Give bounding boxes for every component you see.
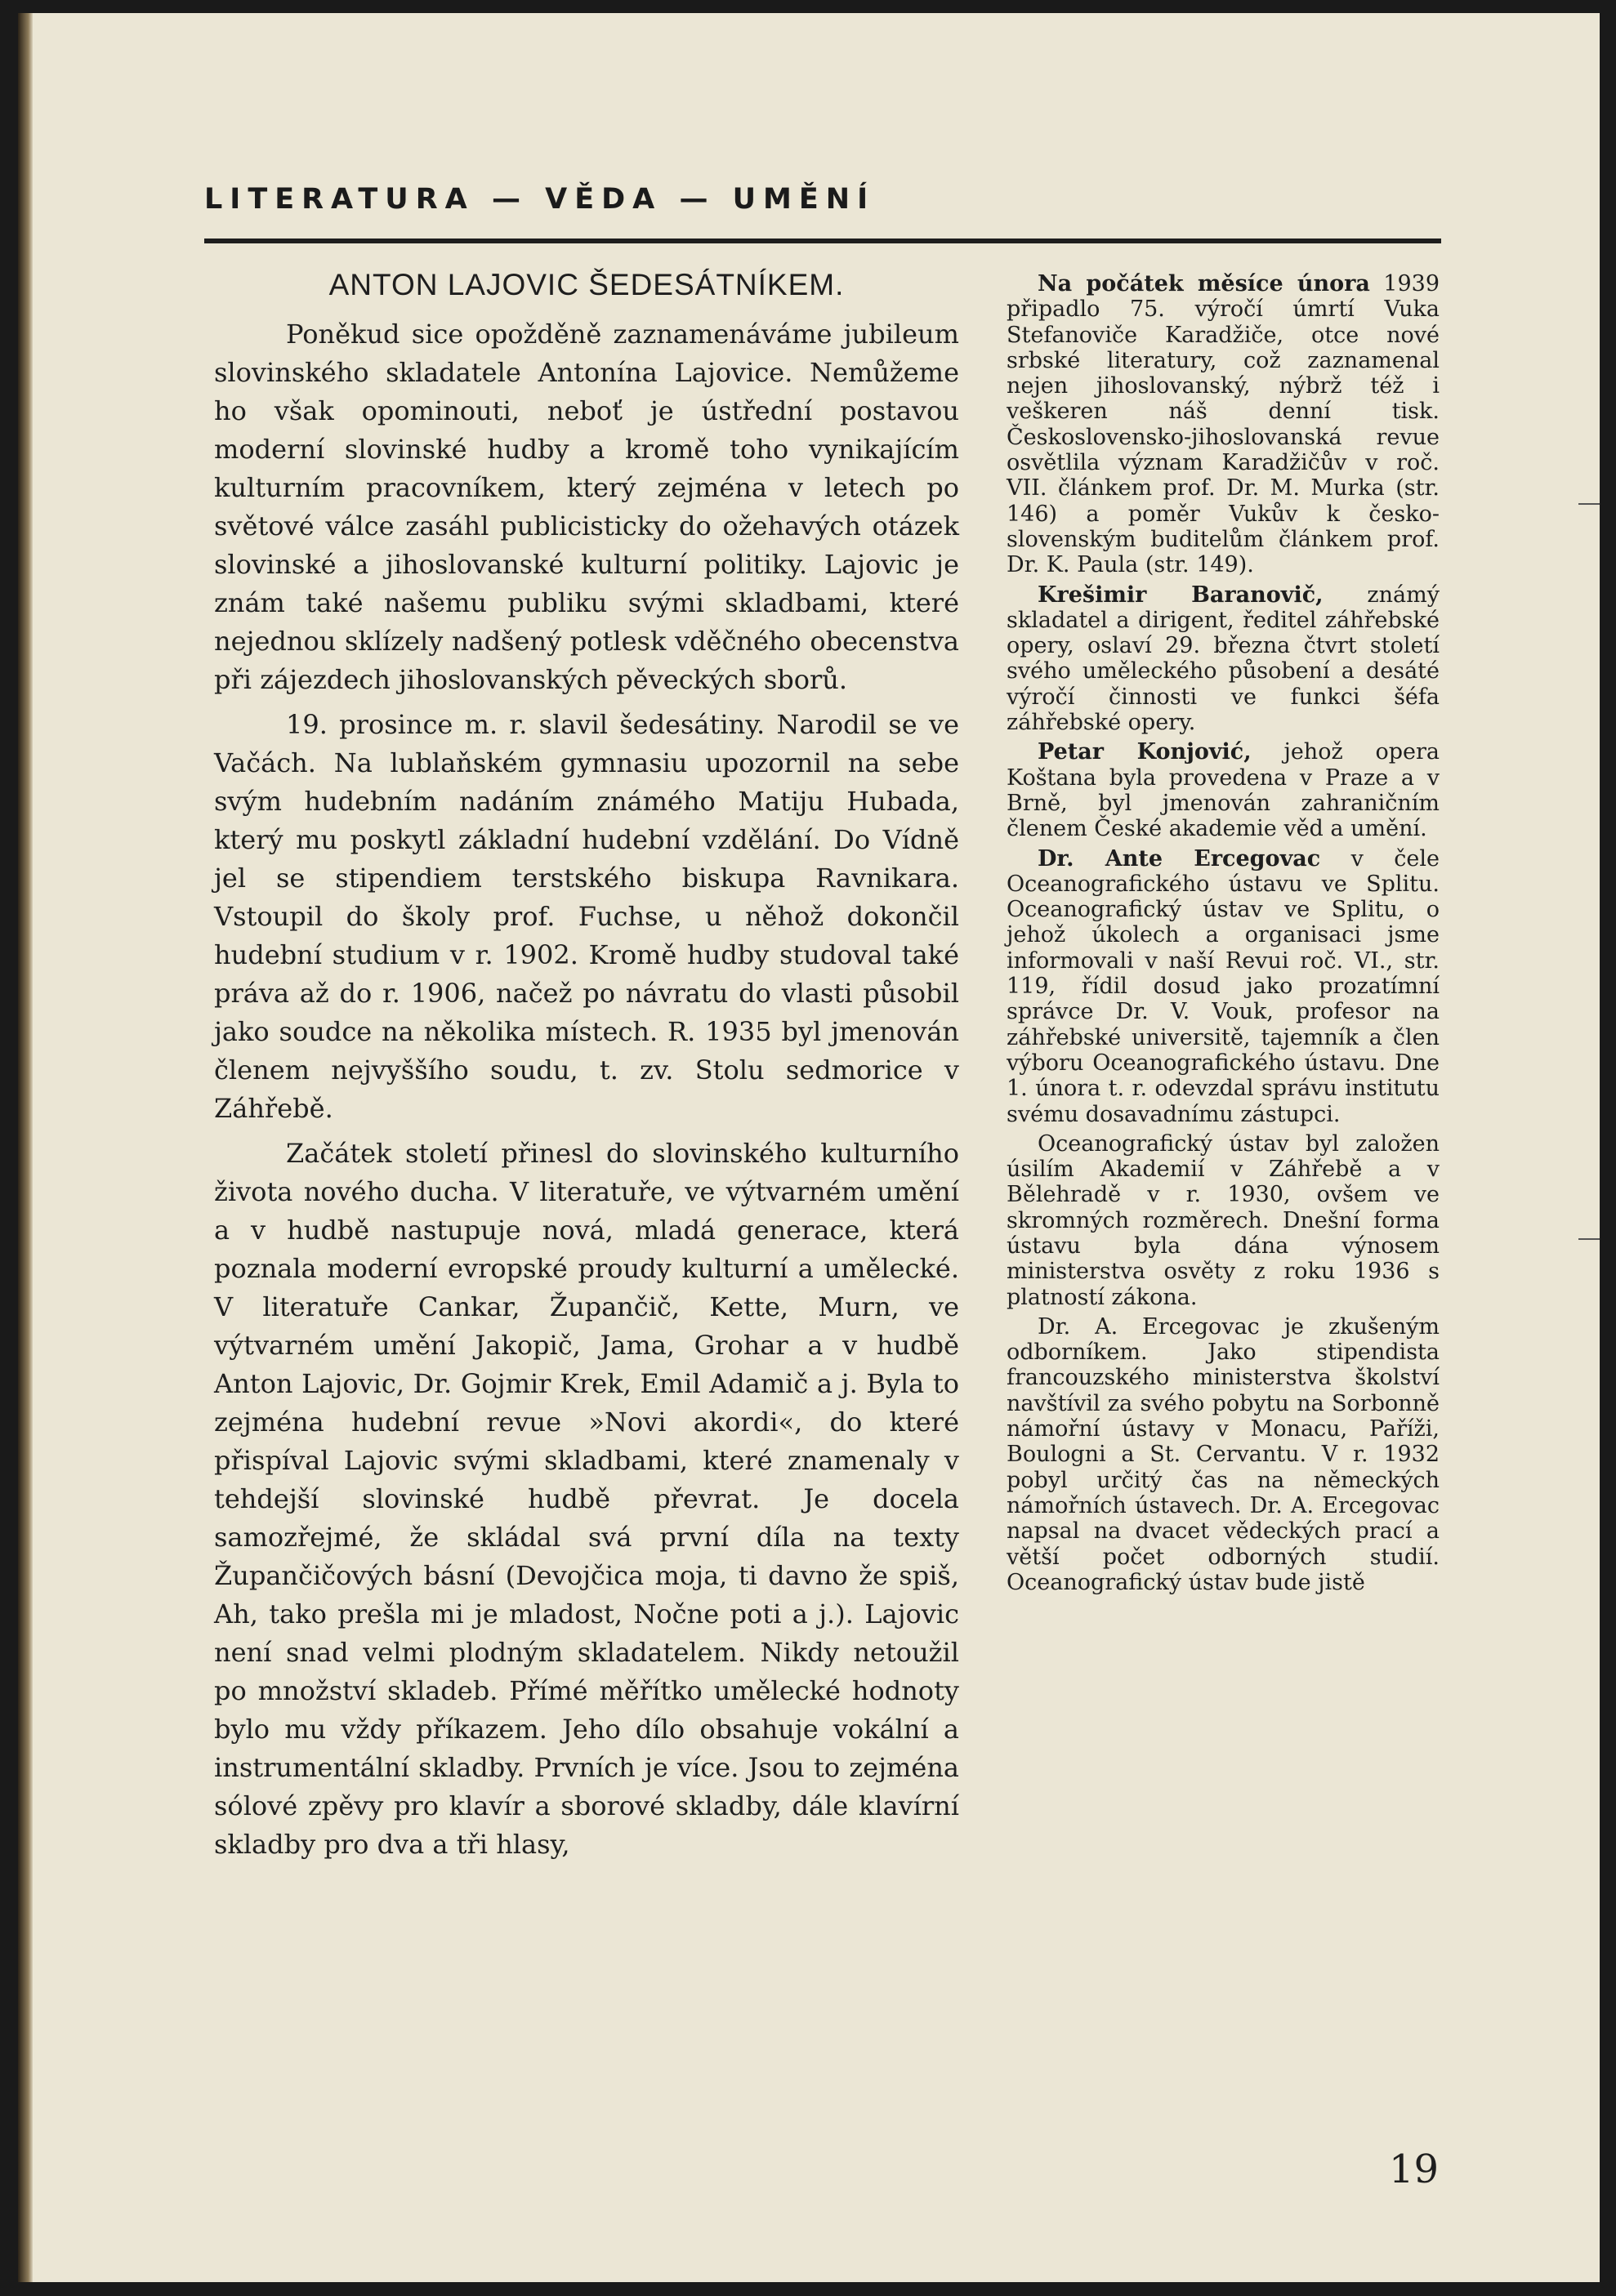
news-lead: Na počátek měsíce února (1038, 271, 1370, 296)
margin-mark (1578, 503, 1600, 505)
news-text: Oceanografický ústav byl založen úsilím Akademií v Záhřebě a v Bělehradě v r. 1930, ovšem ve skromných rozměrech. Dnešní forma ústavu byla dána výnosem ministerstva osvěty z roku 1936 s platností zákona. (1007, 1130, 1440, 1310)
news-text: Dr. A. Ercegovac je zkušeným odborníkem. Jako stipendista francouzského ministerstva školství navštívil za svého pobytu na Sorbonně námořní ústavy v Monacu, Paříži, Boulogni a St. Cervantu. V r. 1932 pobyl určitý čas na německých námořních ústavech. Dr. A. Ercegovac napsal na dvacet vědeckých prací a větší počet odborných studií. Oceanografický ústav bude jistě (1007, 1313, 1440, 1595)
header-rule (204, 239, 1441, 243)
paragraph-3: Začátek století přinesl do slovinského kulturního života nového ducha. V literatuře, ve výtvarném umění a v hudbě nastupuje nová, mladá generace, která poznala moderní evropské proudy kulturní a umělecké. V literatuře Cankar, Župančič, Kette, Murn, ve výtvarném umění Jakopič, Jama, Grohar a v hudbě Anton Lajovic, Dr. Gojmir Krek, Emil Adamič a j. Byla to zejména hudební revue »Novi akordi«, do které přispíval Lajovic svými skladbami, které znamenaly v tehdejší slovinské hudbě převrat. Je docela samozřejmé, že skládal svá první díla na texty Župančičových básní (Devojčica moja, ti davno že spiš, Ah, tako prešla mi je mladost, Nočne poti a j.). Lajovic není snad velmi plodným skladatelem. Nikdy netoužil po množství skladeb. Přímé měřítko umělecké hodnoty bylo mu vždy příkazem. Jeho dílo obsahuje vokální a instrumentální skladby. Prvních je více. Jsou to zejména sólové zpěvy pro klavír a sborové skladby, dále klavírní skladby pro dva a tři hlasy, (214, 1138, 959, 1860)
news-lead: Dr. Ante Ercegovac (1038, 845, 1321, 872)
news-item-ercegovac-bio (1007, 1314, 1440, 1595)
page-number: 19 (1389, 2147, 1440, 2192)
page-spine-shadow (18, 13, 33, 2282)
news-text: jehož opera Koštana byla provedena v Praze a v Brně, byl jmenován zahraničním členem České akademie věd a umění. (1007, 739, 1440, 842)
left-column (214, 266, 959, 1864)
news-text: v čele Oceanografického ústavu ve Splitu. Oceanografický ústav ve Splitu, o jehož úkolech a organisaci jsme informovali v naší Revui roč. VI., str. 119, řídil dosud jako prozatímní správce Dr. V. Vouk, profesor na záhřebské universitě, tajemník a člen výboru Oceanografického ústavu. Dne 1. února t. r. odevzdal správu institutu svému dosavadnímu zástupci. (1007, 845, 1440, 1127)
news-item-konjovic (1007, 739, 1440, 841)
scanned-page (18, 13, 1600, 2282)
news-text: 1939 připadlo 75. výročí úmrtí Vuka Stefanoviče Karadžiče, otce nové srbské literatury, což zaznamenal nejen jihoslovanský, nýbrž též i veškeren náš denní tisk. Československo-jihoslovanská revue osvětlila význam Karadžičův v roč. VII. článkem prof. Dr. M. Murka (str. 146) a poměr Vukův k česko-slovenským buditelům článkem prof. Dr. K. Paula (str. 149). (1007, 271, 1440, 578)
right-column (1007, 271, 1440, 1595)
news-item-karadzic (1007, 271, 1440, 578)
news-item-baranovic (1007, 582, 1440, 736)
paragraph-2: 19. prosince m. r. slavil šedesátiny. Narodil se ve Vačách. Na lublaňském gymnasiu upozornil na sebe svým hudebním nadáním známého Matiju Hubada, který mu poskytl základní hudební vzdělání. Do Vídně jel se stipendiem terstského biskupa Ravnikara. Vstoupil do školy prof. Fuchse, u něhož dokončil hudební studium v r. 1902. Kromě hudby studoval také práva až do r. 1906, načež po návratu do vlasti působil jako soudce na několika místech. R. 1935 byl jmenován členem nejvyššího soudu, t. zv. Stolu sedmorice v Záhřebě. (214, 709, 959, 1124)
paragraph-1: Poněkud sice opožděně zaznamenáváme jubileum slovinského skladatele Antonína Lajovice. Nemůžeme ho však opominouti, neboť je ústřední postavou moderní slovinské hudby a kromě toho vynikajícím kulturním pracovníkem, který zejména v letech po světové válce zasáhl publicisticky do ožehavých otázek slovinské a jihoslovanské kulturní politiky. Lajovic je znám také našemu publiku svými skladbami, které nejednou sklízely nadšený potlesk vděčného obecenstva při zájezdech jihoslovanských pěveckých sborů. (214, 319, 959, 695)
news-lead: Krešimir Baranovič, (1038, 582, 1324, 608)
running-head: LITERATURA — VĚDA — UMĚNÍ (204, 183, 876, 216)
news-lead: Petar Konjović, (1038, 739, 1252, 765)
margin-mark (1578, 1238, 1600, 1240)
article-title: ANTON LAJOVIC ŠEDESÁTNÍKEM. (328, 268, 845, 301)
news-text: známý skladatel a dirigent, ředitel záhřebské opery, oslaví 29. března čtvrt století svého uměleckého působení a desáté výročí činnosti ve funkci šéfa záhřebské opery. (1007, 582, 1440, 736)
news-item-institute (1007, 1131, 1440, 1310)
news-item-ercegovac (1007, 846, 1440, 1127)
